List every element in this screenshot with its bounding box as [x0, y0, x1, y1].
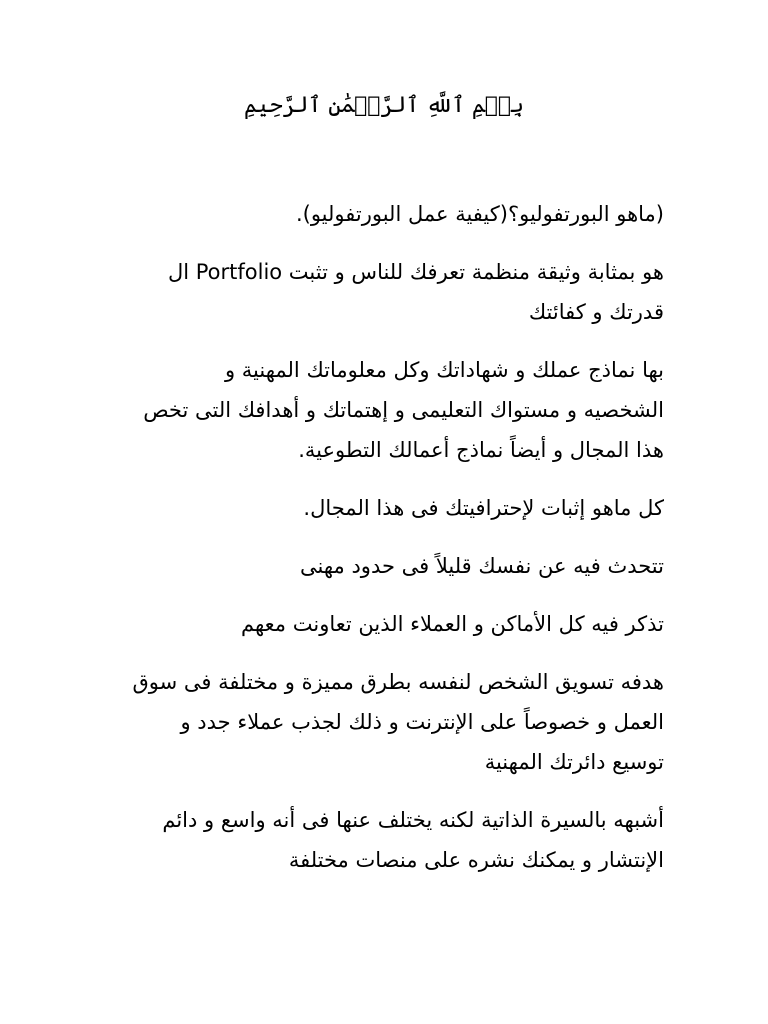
paragraph-comparison [88, 800, 664, 880]
paragraph-proof [88, 488, 664, 528]
text-line: أشبهه بالسيرة الذاتية لكنه يختلف عنها فى أنه واسع و دائم [162, 808, 664, 832]
text-line: هذا المجال و أيضاً نماذج أعمالك التطوعية. [298, 438, 664, 462]
text-line: (ماهو البورتفوليو؟(كيفية عمل البورتفوليو). [295, 202, 664, 226]
basmala-heading: بِسۡمِ ٱللَّهِ ٱلرَّحۡمَٰنِ ٱلرَّحِيمِ [243, 93, 525, 118]
paragraph-contents [88, 350, 664, 470]
text-line: تذكر فيه كل الأماكن و العملاء الذين تعاونت معهم [241, 612, 664, 636]
text-line: توسيع دائرتك المهنية [484, 750, 664, 774]
text-line: هو بمثابة وثيقة منظمة تعرفك للناس و تثبت Portfolio ال [167, 260, 664, 284]
paragraph-clients [88, 604, 664, 644]
text-line: بها نماذج عملك و شهاداتك وكل معلوماتك المهنية و [224, 358, 664, 382]
text-line: كل ماهو إثبات لإحترافيتك فى هذا المجال. [303, 496, 664, 520]
paragraph-definition [88, 252, 664, 332]
document-body [88, 194, 664, 898]
paragraph-about-self [88, 546, 664, 586]
text-line: تتحدث فيه عن نفسك قليلاً فى حدود مهنى [300, 554, 664, 578]
text-line: الشخصيه و مستواك التعليمى و إهتماتك و أهدافك التى تخص [143, 398, 664, 422]
paragraph-title [88, 194, 664, 234]
text-line: هدفه تسويق الشخص لنفسه بطرق مميزة و مختلفة فى سوق [132, 670, 664, 694]
text-line: العمل و خصوصاً على الإنترنت و ذلك لجذب عملاء جدد و [180, 710, 664, 734]
paragraph-goal [88, 662, 664, 782]
text-line: الإنتشار و يمكنك نشره على منصات مختلفة [288, 848, 664, 872]
text-line: قدرتك و كفائتك [528, 300, 664, 324]
